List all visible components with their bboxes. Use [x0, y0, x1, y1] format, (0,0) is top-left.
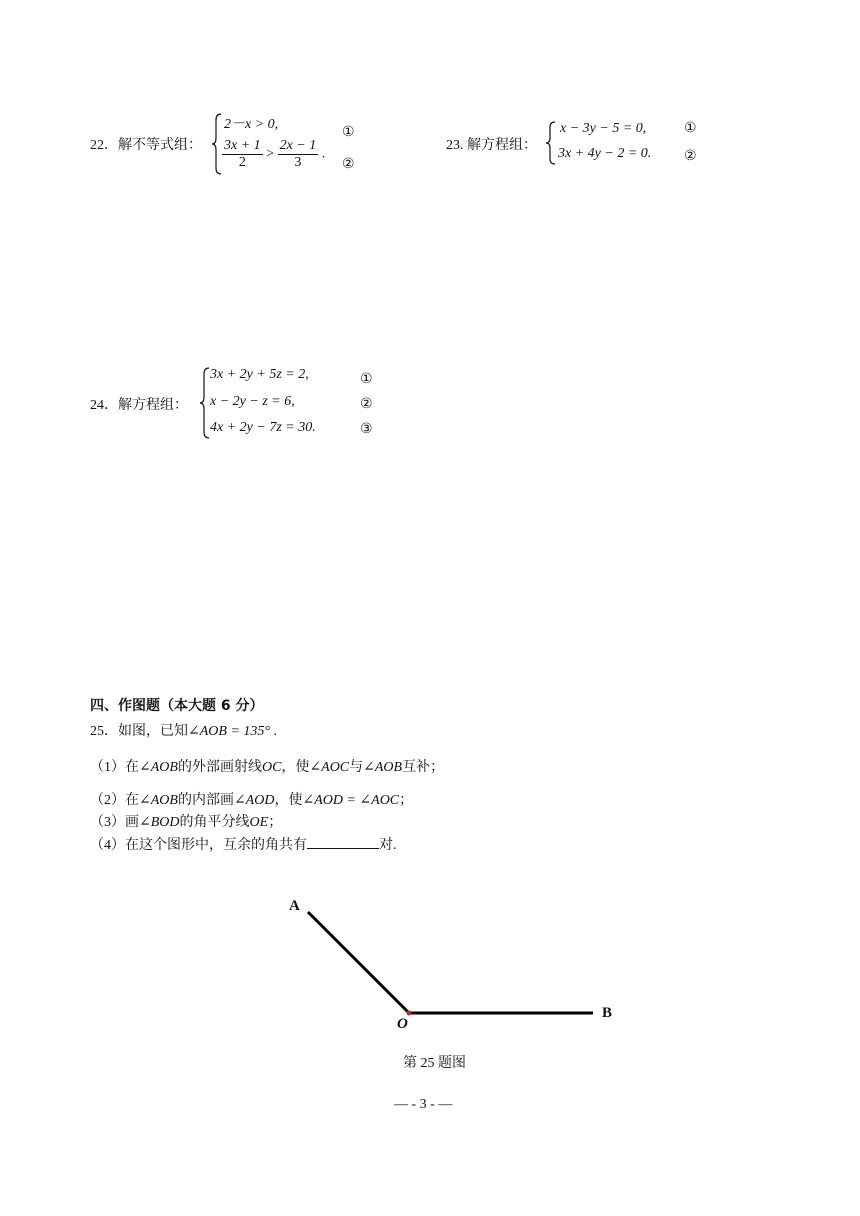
- ray-oa: [308, 912, 409, 1013]
- q25-p3-math-2: OE: [249, 815, 269, 830]
- q22-frac1-num: 3x + 1: [224, 138, 261, 153]
- figure-caption: 第 25 题图: [403, 1056, 466, 1071]
- q25-p3-math-1: ∠BOD: [139, 815, 180, 830]
- q22-frac2-num: 2x − 1: [279, 138, 317, 153]
- q22-mark1: ①: [342, 124, 355, 140]
- q22-gt: >: [266, 146, 275, 162]
- label-o: O: [397, 1016, 408, 1032]
- q25-p1-text-e: 互补；: [402, 760, 445, 775]
- vertex-o-point: [407, 1011, 412, 1016]
- q25-p1-math-4: ∠AOB: [363, 760, 403, 775]
- q24-line3: 4x + 2y − 7z = 30.: [210, 420, 316, 435]
- q25-p3-text-c: ；: [268, 815, 283, 830]
- q23-line1: x − 3y − 5 = 0,: [560, 121, 647, 136]
- q24-mark1: ①: [360, 371, 373, 387]
- q23-label: 23. 解方程组：: [446, 138, 537, 153]
- q24-line1: 3x + 2y + 5z = 2,: [210, 367, 309, 382]
- page-number: — - 3 - —: [394, 1097, 453, 1112]
- label-a: A: [289, 898, 300, 914]
- q25-p2-math-2: ∠AOD: [233, 793, 275, 808]
- q25-p1-math-2: OC: [261, 760, 282, 775]
- q25-part1: [90, 756, 444, 776]
- q25-p2-text-a: （2）在: [90, 793, 139, 808]
- q25-p2-math-3: ∠AOD = ∠AOC: [302, 793, 400, 808]
- q22-line2: [222, 138, 325, 171]
- q25-p2-text-c: ，使: [274, 793, 303, 808]
- q24-mark3: ③: [360, 421, 373, 437]
- q22-mark2: ②: [342, 156, 355, 172]
- q25-p2-text-b: 的内部画: [177, 793, 234, 808]
- q23-mark2: ②: [684, 148, 697, 164]
- q24-line2: x − 2y − z = 6,: [210, 394, 295, 409]
- q25-intro-math: ∠AOB = 135°: [188, 724, 270, 739]
- q25-p2-math-1: ∠AOB: [139, 793, 178, 808]
- q25-intro-end: .: [270, 724, 277, 739]
- q25-p1-text-a: （1）在: [90, 760, 139, 775]
- q22-period: .: [321, 146, 326, 162]
- q22-frac1: [222, 138, 263, 171]
- q23-mark1: ①: [684, 120, 697, 136]
- section-4-heading: 四、作图题（本大题 6 分）: [90, 698, 264, 714]
- q25-p2-text-d: ；: [399, 793, 414, 808]
- q24-mark2: ②: [360, 396, 373, 412]
- q22-line1: 2－x > 0,: [224, 117, 279, 132]
- q25-p1-text-c: ，使: [281, 760, 310, 775]
- q23-brace: [544, 120, 558, 166]
- q25-p3-text-a: （3）画: [90, 815, 139, 830]
- q22-frac2-den: 3: [294, 155, 302, 170]
- q25-part3: [90, 811, 282, 831]
- q22-frac1-den: 2: [238, 155, 246, 170]
- q25-intro-text: 25．如图，已知: [90, 724, 188, 739]
- answer-blank[interactable]: [307, 836, 379, 849]
- q25-p1-math-1: ∠AOB: [139, 760, 178, 775]
- label-b: B: [602, 1005, 613, 1021]
- q25-p1-text-b: 的外部画射线: [177, 760, 262, 775]
- q25-p4-text-b: 对.: [379, 838, 397, 853]
- q25-p3-text-b: 的角平分线: [179, 815, 250, 830]
- q25-part2: [90, 789, 413, 809]
- q22-label: 22．解不等式组：: [90, 138, 202, 153]
- q24-label: 24．解方程组：: [90, 398, 188, 413]
- q25-p1-text-d: 与: [349, 760, 364, 775]
- q22-frac2: [278, 138, 319, 171]
- q25-part4: [90, 834, 397, 854]
- q23-line2: 3x + 4y − 2 = 0.: [558, 146, 652, 161]
- q25-p4-text-a: （4）在这个图形中，互余的角共有: [90, 838, 307, 853]
- angle-figure: [300, 900, 620, 1040]
- q25-intro: [90, 720, 277, 740]
- q25-p1-math-3: ∠AOC: [309, 760, 350, 775]
